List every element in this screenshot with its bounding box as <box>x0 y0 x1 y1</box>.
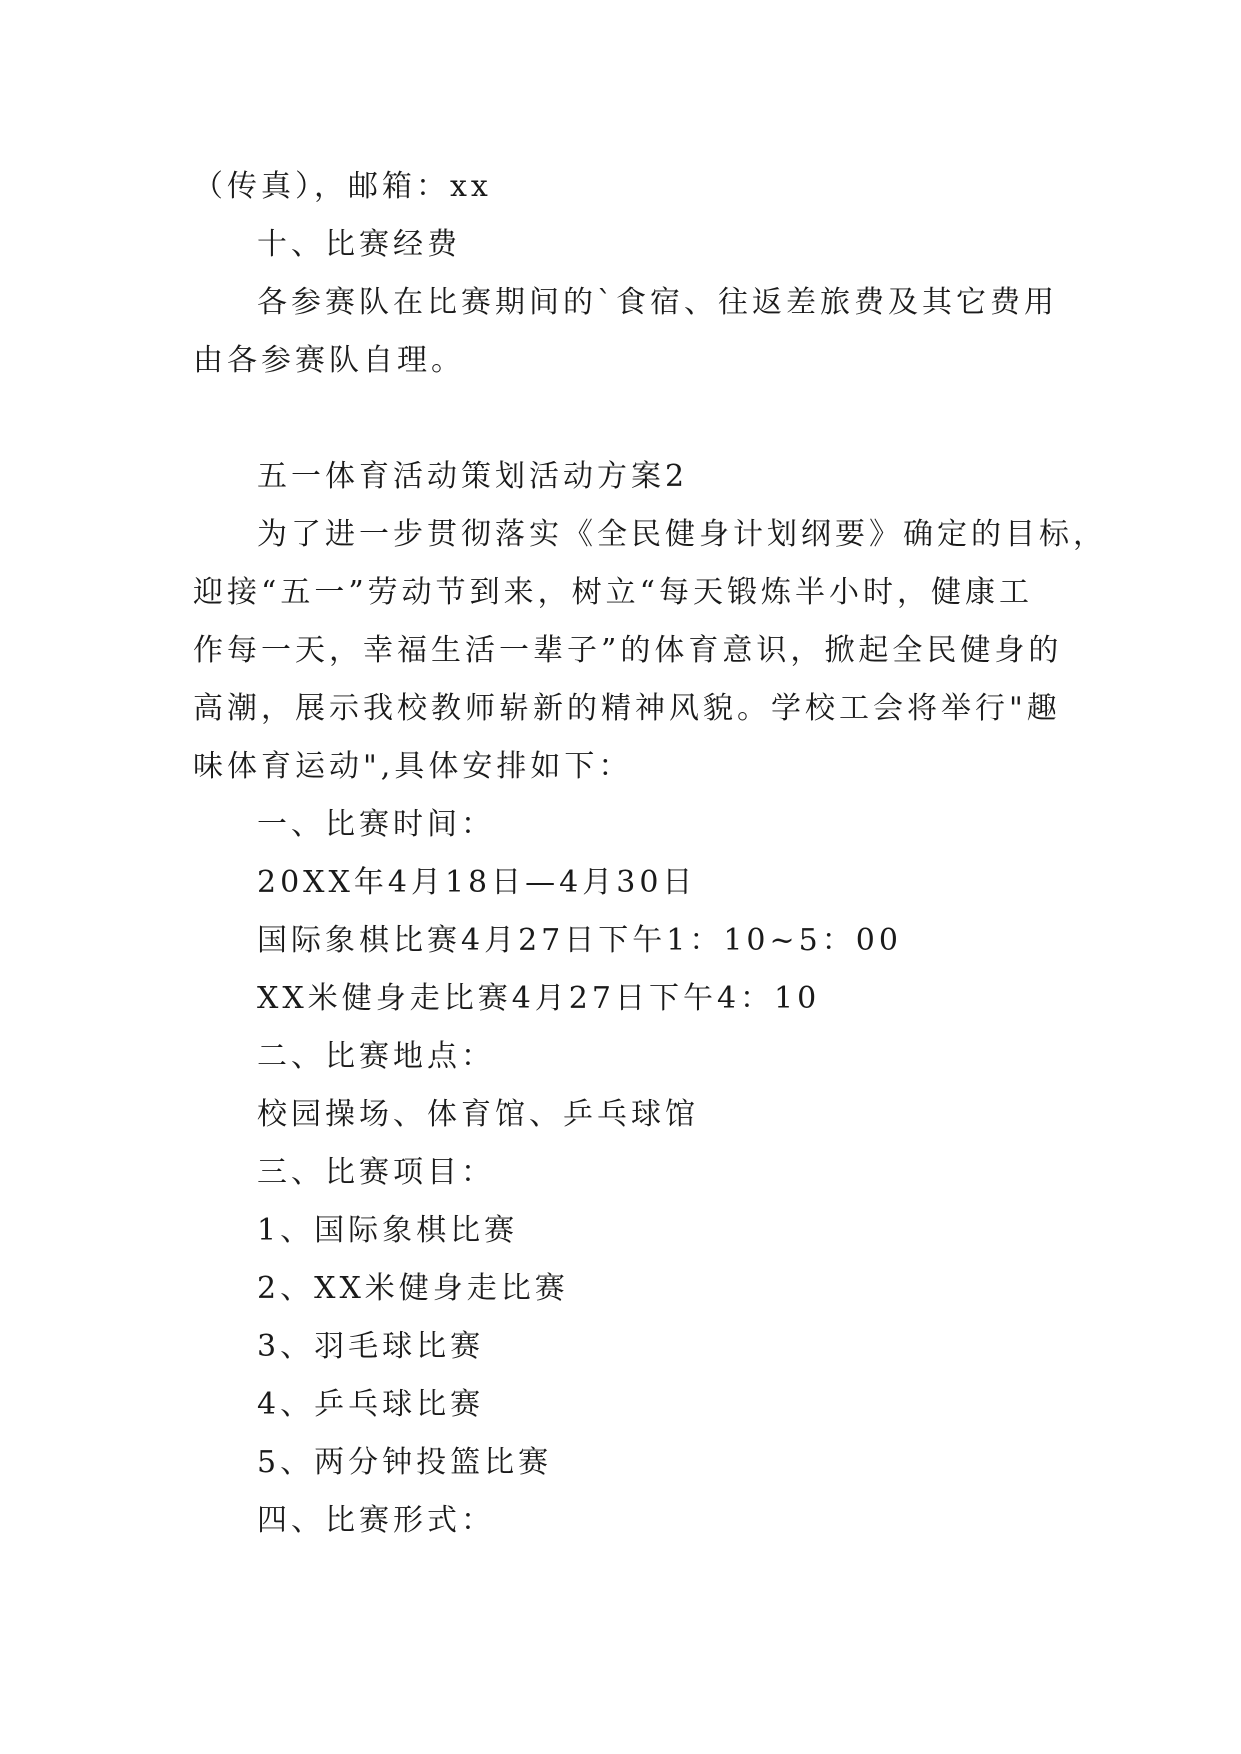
list-item: 3、羽毛球比赛 <box>257 1329 485 1364</box>
section-heading: 四、比赛形式： <box>257 1503 495 1538</box>
list-item: 2、XX米健身走比赛 <box>257 1271 569 1306</box>
list-item: XX米健身走比赛4月27日下午4：10 <box>257 981 821 1016</box>
document-body <box>193 158 1107 1550</box>
list-item: 4、乒乓球比赛 <box>257 1387 485 1422</box>
section-heading: 二、比赛地点： <box>257 1039 495 1074</box>
list-item: 国际象棋比赛4月27日下午1：10~5：00 <box>257 923 902 958</box>
list-item: 校园操场、体育馆、乒乓球馆 <box>257 1097 699 1132</box>
paragraph-gap <box>193 390 1053 448</box>
section-heading: 十、比赛经费 <box>257 227 461 262</box>
section-heading: 一、比赛时间： <box>257 807 495 842</box>
list-item: 5、两分钟投篮比赛 <box>257 1445 553 1480</box>
list-item: 1、国际象棋比赛 <box>257 1213 519 1248</box>
paragraph-line: 由各参赛队自理。 <box>193 343 465 378</box>
list-item: 20XX年4月18日—4月30日 <box>257 865 697 900</box>
paragraph-line: 迎接“五一”劳动节到来，树立“每天锻炼半小时，健康工 <box>193 575 1034 610</box>
paragraph-line: 高潮，展示我校教师崭新的精神风貌。学校工会将举行"趣 <box>193 691 1061 726</box>
paragraph-line: 味体育运动",具体安排如下： <box>193 749 633 784</box>
paragraph-line: 作每一天，幸福生活一辈子”的体育意识，掀起全民健身的 <box>193 633 1063 668</box>
paragraph-line: 为了进一步贯彻落实《全民健身计划纲要》确定的目标， <box>257 517 1107 552</box>
document-title: 五一体育活动策划活动方案2 <box>257 459 689 494</box>
section-heading: 三、比赛项目： <box>257 1155 495 1190</box>
paragraph-line: 各参赛队在比赛期间的`食宿、往返差旅费及其它费用 <box>257 285 1058 320</box>
text-line: （传真），邮箱：xx <box>193 169 492 204</box>
